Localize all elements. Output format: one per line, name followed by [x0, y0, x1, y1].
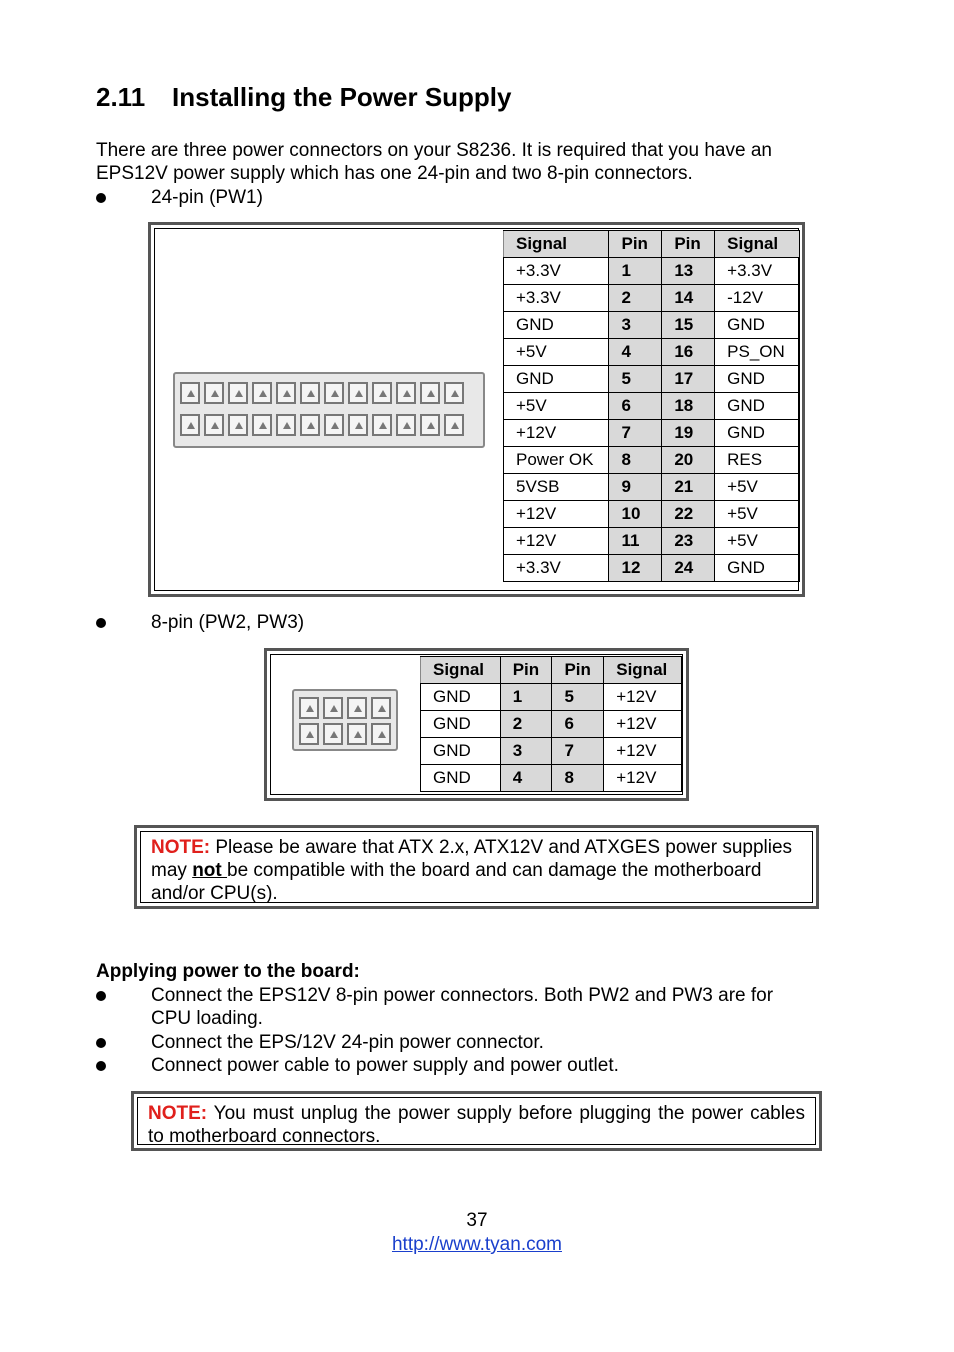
pin-number-cell: 13 [662, 258, 715, 285]
pin-number-cell: 24 [662, 555, 715, 582]
table-row [421, 738, 682, 765]
connector-pin-icon [299, 697, 319, 719]
pin-number-cell: 2 [609, 285, 662, 312]
table-row [504, 420, 800, 447]
intro-paragraph: There are three power connectors on your S8236. It is required that you have an EPS12V power supply which has one 24-pin and two 8-pin connectors. [96, 140, 772, 184]
signal-cell: +5V [715, 528, 800, 555]
connector-24pin-image [173, 372, 485, 448]
pin-number-cell: 4 [500, 765, 552, 792]
signal-cell: GND [504, 312, 609, 339]
connector-pin-icon [348, 382, 368, 404]
signal-cell: -12V [715, 285, 800, 312]
pin-number-cell: 2 [500, 711, 552, 738]
signal-cell: +5V [504, 339, 609, 366]
pinout-table-24pin [503, 230, 800, 582]
signal-cell: 5VSB [504, 474, 609, 501]
pin-number-cell: 23 [662, 528, 715, 555]
table-row [504, 447, 800, 474]
page-number: 37 [466, 1210, 488, 1231]
connector-pin-icon [324, 414, 344, 436]
pin-number-cell: 18 [662, 393, 715, 420]
pin-number-cell: 20 [662, 447, 715, 474]
table-row [504, 474, 800, 501]
connector-pin-icon [228, 414, 248, 436]
connector-pin-icon [204, 382, 224, 404]
signal-cell: +12V [604, 711, 682, 738]
table-row [504, 501, 800, 528]
note-text: You must unplug the power supply before plugging the power cables to motherboard connectors. [148, 1103, 805, 1147]
col-signal-header: Signal [504, 231, 609, 258]
pin-number-cell: 6 [609, 393, 662, 420]
pin-number-cell: 1 [609, 258, 662, 285]
section-heading [96, 82, 512, 113]
table-row [504, 366, 800, 393]
pin-number-cell: 7 [552, 738, 604, 765]
table-row [504, 312, 800, 339]
pin-number-cell: 6 [552, 711, 604, 738]
table-row [421, 711, 682, 738]
signal-cell: GND [421, 711, 501, 738]
pin-number-cell: 3 [500, 738, 552, 765]
section-number: 2.11 [96, 82, 146, 112]
signal-cell: GND [421, 684, 501, 711]
connector-pin-icon [300, 414, 320, 436]
connector-pin-icon [228, 382, 248, 404]
signal-cell: GND [715, 420, 800, 447]
pin-number-cell: 8 [552, 765, 604, 792]
bullet-dot-icon [96, 193, 106, 203]
signal-cell: +12V [504, 420, 609, 447]
pin-number-cell: 12 [609, 555, 662, 582]
connector-pin-icon [371, 723, 391, 745]
connector-pin-icon [299, 723, 319, 745]
connector-pin-icon [420, 414, 440, 436]
note-text: Please be aware that ATX 2.x, ATX12V and ATXGES power supplies may [151, 837, 793, 881]
connector-pin-icon [444, 382, 464, 404]
connector-pin-icon [371, 697, 391, 719]
signal-cell: +3.3V [504, 555, 609, 582]
pin-number-cell: 5 [552, 684, 604, 711]
step-text-continued: CPU loading. [151, 1008, 263, 1029]
connector-pin-icon [324, 382, 344, 404]
connector-pin-icon [348, 414, 368, 436]
step-text: Connect the EPS/12V 24-pin power connector. [151, 1032, 544, 1053]
signal-cell: GND [715, 555, 800, 582]
bullet-8pin-label: 8-pin (PW2, PW3) [151, 612, 305, 633]
signal-cell: +5V [715, 501, 800, 528]
table-row [421, 765, 682, 792]
col-signal-header: Signal [715, 231, 800, 258]
col-signal-header: Signal [421, 657, 501, 684]
pin-number-cell: 11 [609, 528, 662, 555]
signal-cell: +12V [604, 738, 682, 765]
table-row [504, 339, 800, 366]
signal-cell: GND [504, 366, 609, 393]
bullet-dot-icon [96, 1061, 106, 1071]
pin-number-cell: 5 [609, 366, 662, 393]
signal-cell: RES [715, 447, 800, 474]
col-pin-header: Pin [500, 657, 552, 684]
pin-number-cell: 19 [662, 420, 715, 447]
pin-number-cell: 4 [609, 339, 662, 366]
connector-pin-icon [276, 382, 296, 404]
pin-number-cell: 1 [500, 684, 552, 711]
signal-cell: +3.3V [504, 258, 609, 285]
connector-24pin-box [148, 222, 805, 597]
signal-cell: +12V [604, 684, 682, 711]
col-pin-header: Pin [609, 231, 662, 258]
pin-number-cell: 10 [609, 501, 662, 528]
col-pin-header: Pin [662, 231, 715, 258]
signal-cell: GND [715, 366, 800, 393]
note-label: NOTE: [151, 837, 211, 858]
signal-cell: +3.3V [504, 285, 609, 312]
connector-pin-icon [323, 723, 343, 745]
connector-pin-icon [347, 723, 367, 745]
table-row [504, 393, 800, 420]
bullet-24pin-label: 24-pin (PW1) [151, 187, 263, 208]
col-signal-header: Signal [604, 657, 682, 684]
connector-pin-icon [276, 414, 296, 436]
pin-number-cell: 14 [662, 285, 715, 312]
signal-cell: PS_ON [715, 339, 800, 366]
bullet-dot-icon [96, 991, 106, 1001]
connector-pin-icon [180, 382, 200, 404]
connector-pin-icon [396, 414, 416, 436]
pin-number-cell: 15 [662, 312, 715, 339]
step-text: Connect the EPS12V 8-pin power connectors. Both PW2 and PW3 are for [151, 985, 774, 1006]
note-compatibility [134, 825, 819, 909]
signal-cell: GND [715, 393, 800, 420]
signal-cell: GND [715, 312, 800, 339]
signal-cell: +12V [504, 501, 609, 528]
note-text: be compatible with the board and can damage the motherboard and/or CPU(s). [151, 860, 762, 904]
pin-number-cell: 17 [662, 366, 715, 393]
connector-pin-icon [372, 382, 392, 404]
connector-pin-icon [420, 382, 440, 404]
connector-pin-icon [444, 414, 464, 436]
signal-cell: +12V [604, 765, 682, 792]
connector-pin-icon [396, 382, 416, 404]
table-row [504, 258, 800, 285]
signal-cell: +12V [504, 528, 609, 555]
col-pin-header: Pin [552, 657, 604, 684]
pin-number-cell: 9 [609, 474, 662, 501]
table-row [504, 528, 800, 555]
connector-pin-icon [204, 414, 224, 436]
connector-pin-icon [323, 697, 343, 719]
pin-number-cell: 7 [609, 420, 662, 447]
note-label: NOTE: [148, 1103, 208, 1124]
signal-cell: GND [421, 765, 501, 792]
section-title: Installing the Power Supply [172, 82, 512, 112]
pin-number-cell: 22 [662, 501, 715, 528]
connector-pin-icon [252, 382, 272, 404]
signal-cell: +3.3V [715, 258, 800, 285]
connector-pin-icon [372, 414, 392, 436]
connector-pin-icon [347, 697, 367, 719]
signal-cell: Power OK [504, 447, 609, 474]
connector-pin-icon [252, 414, 272, 436]
pin-number-cell: 3 [609, 312, 662, 339]
pin-number-cell: 16 [662, 339, 715, 366]
connector-8pin-box [264, 648, 689, 801]
note-unplug [131, 1091, 822, 1151]
connector-8pin-image [292, 689, 398, 751]
connector-pin-icon [180, 414, 200, 436]
table-row [421, 684, 682, 711]
pinout-table-8pin [420, 656, 682, 792]
step-text: Connect power cable to power supply and power outlet. [151, 1055, 619, 1076]
table-row [504, 555, 800, 582]
bullet-dot-icon [96, 618, 106, 628]
signal-cell: GND [421, 738, 501, 765]
signal-cell: +5V [504, 393, 609, 420]
applying-heading: Applying power to the board: [96, 961, 360, 982]
note-emphasis: not [192, 860, 228, 881]
pin-number-cell: 21 [662, 474, 715, 501]
table-row [504, 285, 800, 312]
pin-number-cell: 8 [609, 447, 662, 474]
connector-pin-icon [300, 382, 320, 404]
signal-cell: +5V [715, 474, 800, 501]
footer-url-link[interactable]: http://www.tyan.com [391, 1234, 562, 1255]
footer-url-container [0, 1233, 954, 1256]
bullet-dot-icon [96, 1038, 106, 1048]
